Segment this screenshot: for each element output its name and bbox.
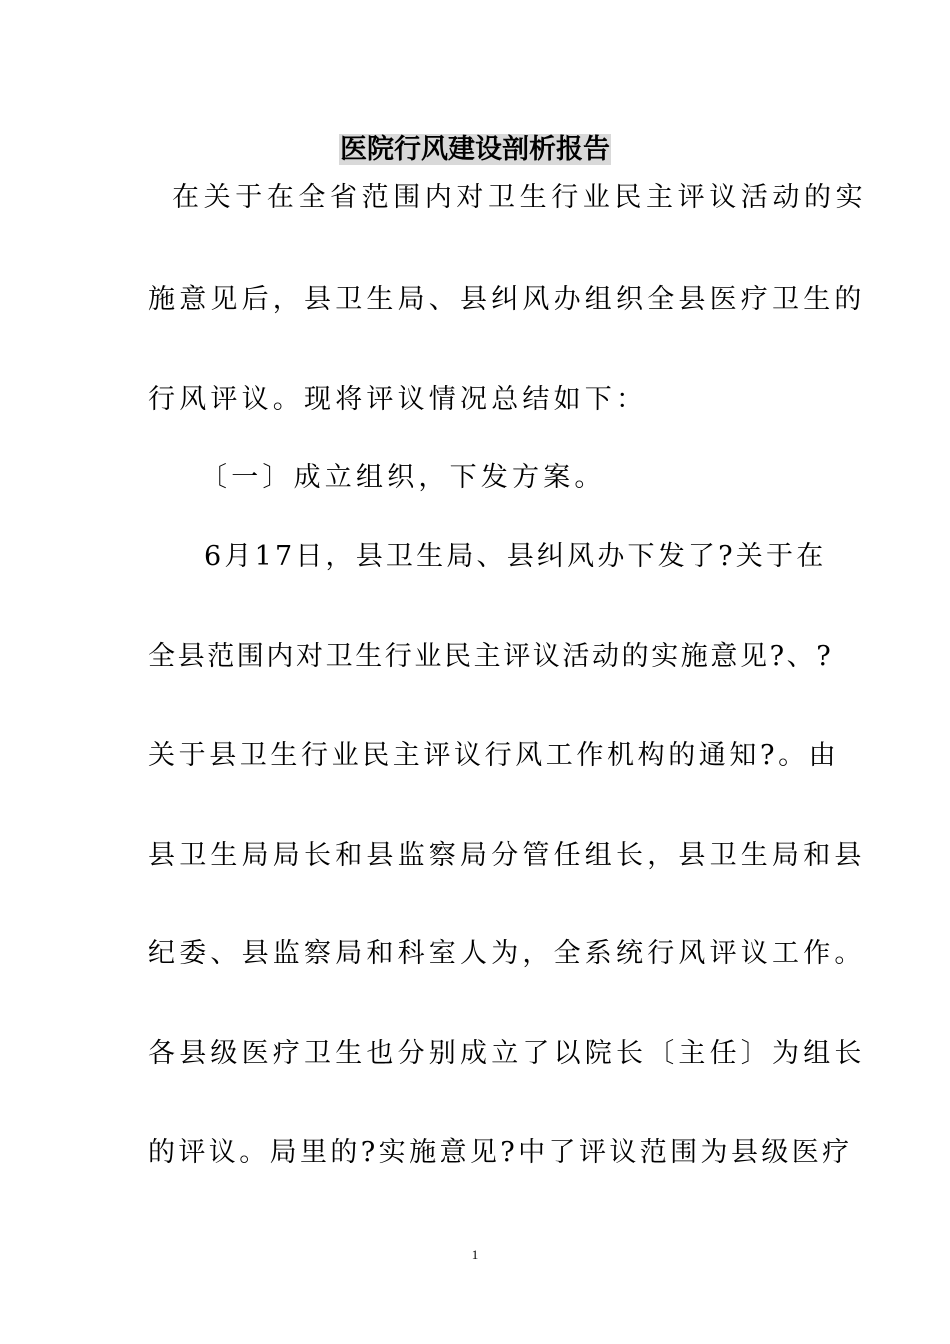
body-line-2: 施意见后，县卫生局、县纠风办组织全县医疗卫生的 [148,284,866,315]
body-line-9: 纪委、县监察局和科室人为，全系统行风评议工作。 [148,938,866,969]
body-line-5: 6月17日，县卫生局、县纠风办下发了?关于在 [204,541,827,572]
body-line-3: 行风评议。现将评议情况总结如下： [148,384,648,415]
document-title-text: 医院行风建设剖析报告 [340,134,610,165]
document-title [0,130,950,170]
body-line-11: 的评议。局里的?实施意见?中了评议范围为县级医疗 [148,1137,853,1168]
body-line-10: 各县级医疗卫生也分别成立了以院长〔主任〕为组长 [148,1038,866,1069]
body-line-6: 全县范围内对卫生行业民主评议活动的实施意见?、? [148,641,834,672]
body-line-7: 关于县卫生行业民主评议行风工作机构的通知?。由 [148,740,840,771]
body-line-8: 县卫生局局长和县监察局分管任组长，县卫生局和县 [148,840,866,871]
body-line-1: 在关于在全省范围内对卫生行业民主评议活动的实 [172,182,868,213]
page-number: 1 [471,1247,479,1262]
body-line-4: 〔一〕成立组织，下发方案。 [200,462,606,493]
